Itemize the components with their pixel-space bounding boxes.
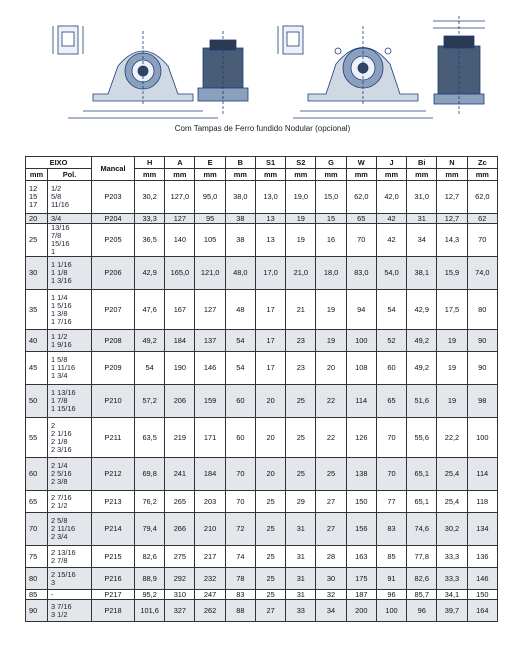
cell-pol: 1 1/16 1 1/8 1 3/16 — [48, 257, 92, 290]
cell-mancal: P203 — [92, 181, 135, 214]
unit-mm: mm — [165, 169, 195, 181]
cell-mm: 35 — [26, 290, 48, 330]
cell-pol: 1 1/4 1 5/16 1 3/8 1 7/16 — [48, 290, 92, 330]
cell-dim: 167 — [165, 290, 195, 330]
cell-dim: 95,0 — [195, 181, 225, 214]
cell-mancal: P207 — [92, 290, 135, 330]
cell-dim: 19 — [286, 224, 316, 257]
cell-dim: 100 — [346, 330, 376, 352]
cell-dim: 34 — [407, 224, 437, 257]
cell-dim: 33,3 — [437, 546, 467, 568]
cell-dim: 20 — [255, 458, 285, 491]
cell-dim: 25 — [255, 590, 285, 600]
cell-dim: 31 — [286, 568, 316, 590]
cell-pol: 3 7/16 3 1/2 — [48, 600, 92, 622]
table-row — [26, 513, 498, 546]
table-row — [26, 491, 498, 513]
cell-dim: 60 — [225, 385, 255, 418]
table-row — [26, 352, 498, 385]
cell-dim: 127 — [165, 214, 195, 224]
pillow-block-front-right — [293, 26, 433, 118]
cell-dim: 105 — [195, 224, 225, 257]
cell-dim: 28 — [316, 546, 346, 568]
cell-dim: 31 — [407, 214, 437, 224]
header-dim: S2 — [286, 157, 316, 169]
header-dim: W — [346, 157, 376, 169]
table-body — [26, 181, 498, 622]
cell-dim: 190 — [165, 352, 195, 385]
cell-dim: 156 — [346, 513, 376, 546]
cell-mm: 40 — [26, 330, 48, 352]
cell-dim: 187 — [346, 590, 376, 600]
cell-dim: 65 — [376, 385, 406, 418]
cell-dim: 150 — [346, 491, 376, 513]
cell-dim: 19 — [437, 352, 467, 385]
header-pol: Pol. — [48, 169, 92, 181]
cell-pol: 2 7/16 2 1/2 — [48, 491, 92, 513]
cell-dim: 20 — [255, 418, 285, 458]
header-dim: J — [376, 157, 406, 169]
cell-dim: 247 — [195, 590, 225, 600]
cell-dim: 27 — [316, 513, 346, 546]
table-header-row — [26, 157, 498, 169]
cell-dim: 140 — [165, 224, 195, 257]
cell-dim: 34,1 — [437, 590, 467, 600]
header-dim: Zc — [467, 157, 497, 169]
cell-dim: 42 — [376, 224, 406, 257]
cell-dim: 127,0 — [165, 181, 195, 214]
cell-dim: 19 — [316, 290, 346, 330]
cell-dim: 203 — [195, 491, 225, 513]
unit-mm: mm — [467, 169, 497, 181]
cell-dim: 48 — [225, 290, 255, 330]
cell-dim: 16 — [316, 224, 346, 257]
cell-mancal: P205 — [92, 224, 135, 257]
cell-dim: 126 — [346, 418, 376, 458]
cell-dim: 275 — [165, 546, 195, 568]
cell-dim: 25 — [316, 458, 346, 491]
cell-pol: 2 2 1/16 2 1/8 2 3/16 — [48, 418, 92, 458]
cell-dim: 25 — [286, 418, 316, 458]
cell-dim: 27 — [316, 491, 346, 513]
cell-dim: 127 — [195, 290, 225, 330]
cell-dim: 54 — [225, 352, 255, 385]
table-row — [26, 330, 498, 352]
cell-dim: 63,5 — [135, 418, 165, 458]
table-row — [26, 590, 498, 600]
side-view-middle — [278, 26, 303, 54]
cell-dim: 36,5 — [135, 224, 165, 257]
cell-pol: 2 1/4 2 5/16 2 3/8 — [48, 458, 92, 491]
header-dim: E — [195, 157, 225, 169]
cell-dim: 21 — [286, 290, 316, 330]
cell-dim: 23 — [286, 352, 316, 385]
cell-dim: 31 — [286, 590, 316, 600]
cell-pol: 1 13/16 1 7/8 1 15/16 — [48, 385, 92, 418]
cell-dim: 17,5 — [437, 290, 467, 330]
cell-dim: 70 — [225, 458, 255, 491]
cell-dim: 17 — [255, 330, 285, 352]
cell-dim: 146 — [195, 352, 225, 385]
cell-dim: 98 — [467, 385, 497, 418]
cell-dim: 18,0 — [316, 257, 346, 290]
cell-mancal: P218 — [92, 600, 135, 622]
cell-dim: 12,7 — [437, 214, 467, 224]
cell-dim: 62 — [467, 214, 497, 224]
cell-dim: 210 — [195, 513, 225, 546]
cell-dim: 74,0 — [467, 257, 497, 290]
cell-dim: 49,2 — [135, 330, 165, 352]
cell-mm: 80 — [26, 568, 48, 590]
cell-mancal: P208 — [92, 330, 135, 352]
cell-mm: 20 — [26, 214, 48, 224]
cell-dim: 91 — [376, 568, 406, 590]
cell-dim: 76,2 — [135, 491, 165, 513]
cell-dim: 134 — [467, 513, 497, 546]
cell-dim: 55,6 — [407, 418, 437, 458]
unit-mm: mm — [437, 169, 467, 181]
header-dim: H — [135, 157, 165, 169]
cell-dim: 62,0 — [346, 181, 376, 214]
cell-dim: 23 — [286, 330, 316, 352]
cell-dim: 31,0 — [407, 181, 437, 214]
cell-dim: 42,0 — [376, 181, 406, 214]
cell-mancal: P210 — [92, 385, 135, 418]
cell-dim: 184 — [195, 458, 225, 491]
cell-dim: 14,3 — [437, 224, 467, 257]
cell-dim: 65,1 — [407, 491, 437, 513]
cell-dim: 12,7 — [437, 181, 467, 214]
cell-dim: 101,6 — [135, 600, 165, 622]
cell-dim: 13,0 — [255, 181, 285, 214]
header-dim: Bi — [407, 157, 437, 169]
cell-dim: 74 — [225, 546, 255, 568]
cell-dim: 38 — [225, 214, 255, 224]
cell-dim: 19 — [286, 214, 316, 224]
cell-pol: 1 1/2 1 9/16 — [48, 330, 92, 352]
cell-dim: 100 — [467, 418, 497, 458]
cell-dim: 146 — [467, 568, 497, 590]
cell-pol: - — [48, 590, 92, 600]
cell-mm: 70 — [26, 513, 48, 546]
cell-dim: 20 — [316, 352, 346, 385]
cell-dim: 52 — [376, 330, 406, 352]
cell-dim: 82,6 — [135, 546, 165, 568]
cell-dim: 27 — [255, 600, 285, 622]
cell-dim: 70 — [225, 491, 255, 513]
cell-mancal: P204 — [92, 214, 135, 224]
cell-dim: 38,0 — [225, 181, 255, 214]
cell-mm: 85 — [26, 590, 48, 600]
cell-dim: 159 — [195, 385, 225, 418]
cell-dim: 79,4 — [135, 513, 165, 546]
cell-dim: 60 — [376, 352, 406, 385]
cell-dim: 19 — [437, 330, 467, 352]
cell-dim: 83 — [225, 590, 255, 600]
cell-dim: 241 — [165, 458, 195, 491]
cell-mm: 45 — [26, 352, 48, 385]
cell-dim: 74,6 — [407, 513, 437, 546]
cell-mm: 12 15 17 — [26, 181, 48, 214]
cell-dim: 265 — [165, 491, 195, 513]
cell-pol: 1 5/8 1 11/16 1 3/4 — [48, 352, 92, 385]
cell-dim: 25 — [255, 546, 285, 568]
cell-mancal: P212 — [92, 458, 135, 491]
cell-dim: 25 — [286, 458, 316, 491]
cell-dim: 70 — [467, 224, 497, 257]
cell-dim: 100 — [376, 600, 406, 622]
cell-mm: 25 — [26, 224, 48, 257]
cell-dim: 327 — [165, 600, 195, 622]
cell-dim: 19,0 — [286, 181, 316, 214]
cell-dim: 95 — [195, 214, 225, 224]
cell-dim: 33,3 — [437, 568, 467, 590]
cell-dim: 78 — [225, 568, 255, 590]
cell-dim: 39,7 — [437, 600, 467, 622]
cell-dim: 72 — [225, 513, 255, 546]
table-row — [26, 224, 498, 257]
cell-dim: 88 — [225, 600, 255, 622]
cell-dim: 48,0 — [225, 257, 255, 290]
cell-dim: 13 — [255, 224, 285, 257]
cell-pol: 2 15/16 3 — [48, 568, 92, 590]
cell-dim: 31 — [286, 513, 316, 546]
cell-mm: 60 — [26, 458, 48, 491]
cell-dim: 94 — [346, 290, 376, 330]
table-row — [26, 181, 498, 214]
header-dim: B — [225, 157, 255, 169]
cell-dim: 96 — [376, 590, 406, 600]
cell-dim: 175 — [346, 568, 376, 590]
cell-dim: 70 — [376, 458, 406, 491]
cell-dim: 38,1 — [407, 257, 437, 290]
pillow-block-side-left — [198, 31, 248, 114]
cell-dim: 22,2 — [437, 418, 467, 458]
header-dim: S1 — [255, 157, 285, 169]
cell-dim: 80 — [467, 290, 497, 330]
cell-mancal: P216 — [92, 568, 135, 590]
cell-dim: 262 — [195, 600, 225, 622]
unit-mm: mm — [286, 169, 316, 181]
table-row — [26, 418, 498, 458]
cell-dim: 232 — [195, 568, 225, 590]
cell-dim: 51,6 — [407, 385, 437, 418]
cell-dim: 83 — [376, 513, 406, 546]
cell-dim: 38 — [225, 224, 255, 257]
technical-drawings — [38, 6, 488, 124]
cell-dim: 77,8 — [407, 546, 437, 568]
cell-dim: 32 — [316, 590, 346, 600]
cell-dim: 42,9 — [407, 290, 437, 330]
cell-dim: 25,4 — [437, 491, 467, 513]
cell-dim: 30,2 — [135, 181, 165, 214]
cell-mm: 30 — [26, 257, 48, 290]
cell-dim: 83,0 — [346, 257, 376, 290]
cell-dim: 108 — [346, 352, 376, 385]
table-row — [26, 546, 498, 568]
cell-dim: 136 — [467, 546, 497, 568]
cell-dim: 69,8 — [135, 458, 165, 491]
cell-dim: 25,4 — [437, 458, 467, 491]
header-mancal: Mancal — [92, 157, 135, 181]
cell-pol: 2 5/8 2 11/16 2 3/4 — [48, 513, 92, 546]
cell-dim: 88,9 — [135, 568, 165, 590]
cell-pol: 2 13/16 2 7/8 — [48, 546, 92, 568]
cell-pol: 13/16 7/8 15/16 1 — [48, 224, 92, 257]
cell-mancal: P209 — [92, 352, 135, 385]
cell-dim: 54 — [225, 330, 255, 352]
cell-pol: 1/2 5/8 11/16 — [48, 181, 92, 214]
cell-dim: 42 — [376, 214, 406, 224]
cell-dim: 90 — [467, 352, 497, 385]
cell-dim: 114 — [346, 385, 376, 418]
cell-dim: 13 — [255, 214, 285, 224]
cell-dim: 15 — [316, 214, 346, 224]
figure-caption: Com Tampas de Ferro fundido Nodular (opcional) — [174, 124, 351, 133]
unit-mm: mm — [195, 169, 225, 181]
cell-dim: 15,9 — [437, 257, 467, 290]
cell-mancal: P215 — [92, 546, 135, 568]
cell-dim: 25 — [255, 568, 285, 590]
cell-mm: 75 — [26, 546, 48, 568]
cell-mm: 90 — [26, 600, 48, 622]
cell-mancal: P217 — [92, 590, 135, 600]
cell-dim: 57,2 — [135, 385, 165, 418]
unit-mm: mm — [255, 169, 285, 181]
header-dim: G — [316, 157, 346, 169]
cell-mm: 50 — [26, 385, 48, 418]
cell-dim: 85 — [376, 546, 406, 568]
cell-dim: 310 — [165, 590, 195, 600]
cell-dim: 30,2 — [437, 513, 467, 546]
cell-dim: 95,2 — [135, 590, 165, 600]
cell-dim: 163 — [346, 546, 376, 568]
cell-dim: 82,6 — [407, 568, 437, 590]
cell-dim: 219 — [165, 418, 195, 458]
cell-dim: 19 — [437, 385, 467, 418]
table-row — [26, 385, 498, 418]
cell-dim: 34 — [316, 600, 346, 622]
cell-mm: 65 — [26, 491, 48, 513]
unit-mm: mm — [135, 169, 165, 181]
cell-dim: 49,2 — [407, 352, 437, 385]
cell-mancal: P211 — [92, 418, 135, 458]
cell-dim: 77 — [376, 491, 406, 513]
cell-dim: 90 — [467, 330, 497, 352]
cell-dim: 17,0 — [255, 257, 285, 290]
table-row — [26, 568, 498, 590]
cell-dim: 17 — [255, 352, 285, 385]
cell-dim: 266 — [165, 513, 195, 546]
header-mm: mm — [26, 169, 48, 181]
cell-dim: 33 — [286, 600, 316, 622]
cell-dim: 292 — [165, 568, 195, 590]
cell-dim: 30 — [316, 568, 346, 590]
cell-mancal: P213 — [92, 491, 135, 513]
table-row — [26, 257, 498, 290]
cell-dim: 206 — [165, 385, 195, 418]
side-view-left — [53, 26, 83, 54]
cell-dim: 65 — [346, 214, 376, 224]
cell-dim: 138 — [346, 458, 376, 491]
header-dim: N — [437, 157, 467, 169]
cell-dim: 54 — [135, 352, 165, 385]
cell-dim: 121,0 — [195, 257, 225, 290]
unit-mm: mm — [225, 169, 255, 181]
cell-dim: 25 — [255, 513, 285, 546]
unit-mm: mm — [346, 169, 376, 181]
table-row — [26, 290, 498, 330]
pillow-block-side-right — [433, 16, 485, 114]
cell-dim: 171 — [195, 418, 225, 458]
cell-dim: 60 — [225, 418, 255, 458]
cell-dim: 29 — [286, 491, 316, 513]
cell-dim: 20 — [255, 385, 285, 418]
table-row — [26, 214, 498, 224]
dimensions-table — [25, 156, 498, 622]
cell-dim: 217 — [195, 546, 225, 568]
unit-mm: mm — [376, 169, 406, 181]
cell-dim: 22 — [316, 385, 346, 418]
unit-mm: mm — [407, 169, 437, 181]
cell-dim: 31 — [286, 546, 316, 568]
cell-dim: 150 — [467, 590, 497, 600]
cell-dim: 19 — [316, 330, 346, 352]
cell-dim: 96 — [407, 600, 437, 622]
table-row — [26, 458, 498, 491]
cell-dim: 17 — [255, 290, 285, 330]
cell-dim: 47,6 — [135, 290, 165, 330]
cell-dim: 164 — [467, 600, 497, 622]
cell-dim: 200 — [346, 600, 376, 622]
cell-dim: 33,3 — [135, 214, 165, 224]
cell-pol: 3/4 — [48, 214, 92, 224]
cell-dim: 25 — [255, 491, 285, 513]
table-row — [26, 600, 498, 622]
header-eixo: EIXO — [26, 157, 92, 169]
cell-dim: 137 — [195, 330, 225, 352]
cell-mancal: P214 — [92, 513, 135, 546]
cell-dim: 184 — [165, 330, 195, 352]
cell-dim: 54 — [376, 290, 406, 330]
cell-dim: 65,1 — [407, 458, 437, 491]
cell-dim: 22 — [316, 418, 346, 458]
cell-dim: 42,9 — [135, 257, 165, 290]
pillow-block-front-left — [68, 31, 218, 118]
cell-dim: 85,7 — [407, 590, 437, 600]
cell-dim: 118 — [467, 491, 497, 513]
cell-dim: 70 — [376, 418, 406, 458]
cell-dim: 54,0 — [376, 257, 406, 290]
cell-dim: 21,0 — [286, 257, 316, 290]
unit-mm: mm — [316, 169, 346, 181]
cell-dim: 15,0 — [316, 181, 346, 214]
cell-dim: 62,0 — [467, 181, 497, 214]
cell-dim: 70 — [346, 224, 376, 257]
cell-dim: 25 — [286, 385, 316, 418]
cell-mancal: P206 — [92, 257, 135, 290]
cell-dim: 165,0 — [165, 257, 195, 290]
cell-dim: 114 — [467, 458, 497, 491]
header-dim: A — [165, 157, 195, 169]
cell-mm: 55 — [26, 418, 48, 458]
cell-dim: 49,2 — [407, 330, 437, 352]
